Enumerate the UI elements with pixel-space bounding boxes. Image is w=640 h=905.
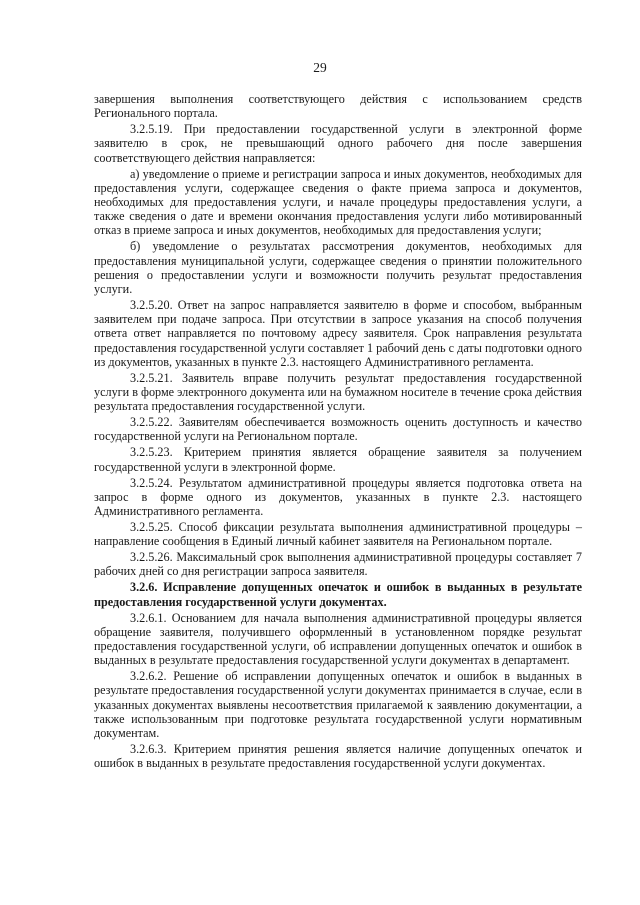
page-number: 29 bbox=[313, 60, 327, 75]
paragraph-item-a: а) уведомление о приеме и регистрации запроса и иных документов, необходимых для предоставления услуги, содержащее сведения о факте приема запроса и документов, необходимых для предоставления услуги, и начале процедуры предоставления услуги, а также сведения о дате и времени окончания предоставления услуги либо мотивированный отказ в приеме запроса и иных документов, необходимых для предоставления услуги; bbox=[94, 166, 582, 238]
document-body bbox=[94, 92, 582, 772]
paragraph-continuation: завершения выполнения соответствующего действия с использованием средств Регионального портала. bbox=[94, 92, 582, 121]
paragraph-3-2-5-20: 3.2.5.20. Ответ на запрос направляется заявителю в форме и способом, выбранным заявителем при подаче запроса. При отсутствии в запросе указания на способ получения ответа ответ направляется по почтовому адресу заявителя. Срок направления результата предоставления государственной услуги составляет 1 рабочий день с даты подготовки одного из документов, указанных в пункте 2.3. настоящего Административного регламента. bbox=[94, 298, 582, 369]
paragraph-3-2-5-21: 3.2.5.21. Заявитель вправе получить результат предоставления государственной услуги в форме электронного документа или на бумажном носителе в течение срока действия результата предоставления государственной услуги. bbox=[94, 370, 582, 414]
paragraph-3-2-5-23: 3.2.5.23. Критерием принятия является обращение заявителя за получением государственной услуги в электронной форме. bbox=[94, 445, 582, 474]
paragraph-item-b: б) уведомление о результатах рассмотрения документов, необходимых для предоставления муниципальной услуги, содержащее сведения о принятии положительного решения о предоставлении услуги и возможности получить результат предоставления услуги. bbox=[94, 239, 582, 297]
paragraph-3-2-5-22: 3.2.5.22. Заявителям обеспечивается возможность оценить доступность и качество государственной услуги на Региональном портале. bbox=[94, 415, 582, 444]
paragraph-3-2-5-26: 3.2.5.26. Максимальный срок выполнения административной процедуры составляет 7 рабочих дней со дня регистрации запроса заявителя. bbox=[94, 550, 582, 579]
paragraph-3-2-5-19: 3.2.5.19. При предоставлении государственной услуги в электронной форме заявителю в срок, не превышающий одного рабочего дня после завершения соответствующего действия направляется: bbox=[94, 122, 582, 165]
paragraph-3-2-5-25: 3.2.5.25. Способ фиксации результата выполнения административной процедуры – направление сообщения в Единый личный кабинет заявителя на Региональном портале. bbox=[94, 520, 582, 549]
section-heading-3-2-6: 3.2.6. Исправление допущенных опечаток и ошибок в выданных в результате предоставления государственной услуги документах. bbox=[94, 580, 582, 609]
paragraph-3-2-5-24: 3.2.5.24. Результатом административной процедуры является подготовка ответа на запрос в форме одного из документов, указанных в пункте 2.3. настоящего Административного регламента. bbox=[94, 475, 582, 519]
paragraph-3-2-6-3: 3.2.6.3. Критерием принятия решения является наличие допущенных опечаток и ошибок в выданных в результате предоставления государственной услуги документах. bbox=[94, 742, 582, 771]
paragraph-3-2-6-2: 3.2.6.2. Решение об исправлении допущенных опечаток и ошибок в выданных в результате предоставления государственной услуги документах принимается в случае, если в указанных документах выявлены несоответствия прилагаемой к заявлению документации, а также использованным при подготовке результата государственной услуги нормативным документам. bbox=[94, 669, 582, 741]
paragraph-3-2-6-1: 3.2.6.1. Основанием для начала выполнения административной процедуры является обращение заявителя, получившего оформленный в установленном порядке результат предоставления государственной услуги, об исправлении допущенных опечаток и ошибок в выданных в результате предоставления государственной услуги документах в департамент. bbox=[94, 610, 582, 668]
